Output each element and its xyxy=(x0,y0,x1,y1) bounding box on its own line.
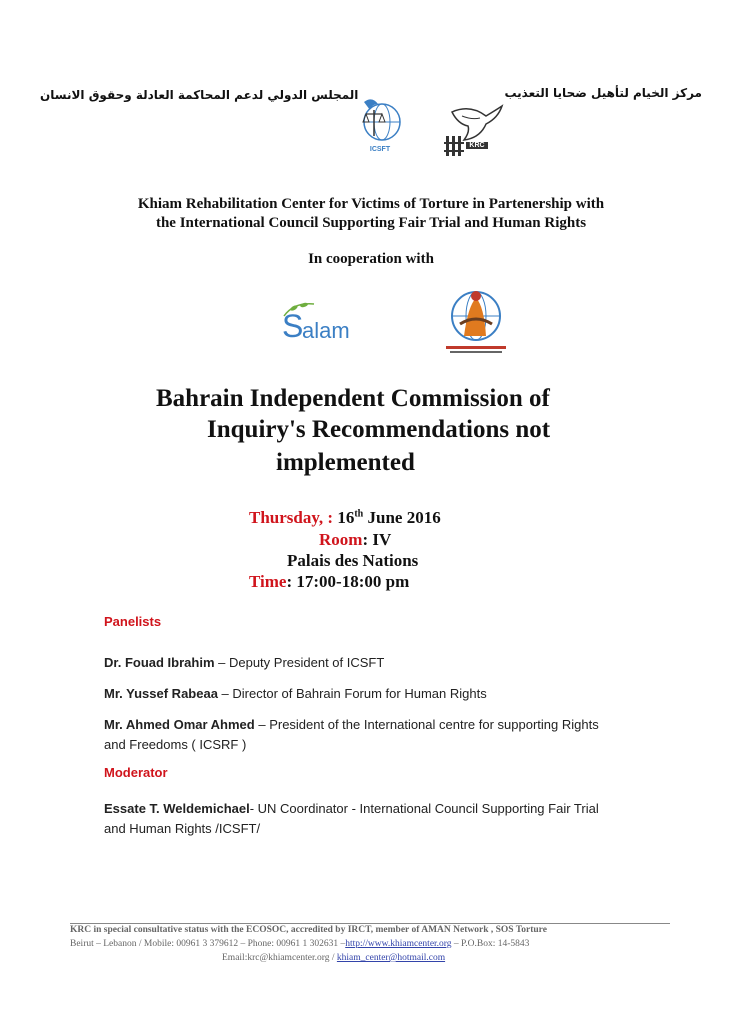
moderator-heading: Moderator xyxy=(104,765,168,780)
time-label: Time xyxy=(249,572,287,591)
salam-logo-text: alam xyxy=(302,318,350,343)
arabic-org-name-krc: مركز الخيام لتأهيل ضحايا التعذيب xyxy=(504,86,702,100)
panelist-name: Mr. Yussef Rabeaa xyxy=(104,686,218,701)
date-day: 16 xyxy=(337,508,355,527)
organizers-line-1: Khiam Rehabilitation Center for Victims of Torture in Partenership with xyxy=(137,196,605,212)
event-title-line-1: Bahrain Independent Commission of xyxy=(156,385,550,412)
date-rest: June 2016 xyxy=(367,508,441,527)
event-date xyxy=(249,508,441,528)
krc-logo xyxy=(442,98,508,160)
footer-pobox: – P.O.Box: 14-5843 xyxy=(451,939,530,949)
panelist-name: Mr. Ahmed Omar Ahmed xyxy=(104,717,255,732)
event-title-line-2: Inquiry's Recommendations not xyxy=(207,416,551,443)
room-value: : IV xyxy=(362,530,392,549)
moderator-role: - UN Coordinator - International Council Supporting Fair Trial xyxy=(249,801,599,816)
website-link[interactable]: http://www.khiamcenter.org xyxy=(345,939,452,949)
dove-icon xyxy=(442,98,508,160)
panelist-name: Dr. Fouad Ibrahim xyxy=(104,655,215,670)
globe-figure-icon xyxy=(436,284,516,356)
footer-line-1: KRC in special consultative status with the ECOSOC, accredited by IRCT, member of AMAN Network , SOS Torture xyxy=(70,925,547,935)
event-room xyxy=(319,530,391,550)
panelist-role: – Director of Bahrain Forum for Human Rights xyxy=(217,686,487,701)
moderator-role-continued: and Human Rights /ICSFT/ xyxy=(104,821,261,836)
organizers-line-2: the International Council Supporting Fair Trial and Human Rights xyxy=(155,215,587,231)
time-value: : 17:00-18:00 pm xyxy=(286,572,410,591)
salam-logo xyxy=(278,300,364,350)
footer-email: Email:krc@khiamcenter.org / xyxy=(222,953,337,963)
date-suffix: th xyxy=(354,508,364,520)
event-time xyxy=(249,572,409,592)
date-label: Thursday, : xyxy=(249,508,334,527)
event-title-line-3: implemented xyxy=(276,449,415,476)
panelist-item xyxy=(104,717,599,732)
icsft-logo-label: ICSFT xyxy=(369,146,391,153)
moderator-item xyxy=(104,801,599,816)
salam-logo-s: S xyxy=(282,308,304,344)
panelist-role-continued: and Freedoms ( ICSRF ) xyxy=(104,737,247,752)
hotmail-link[interactable]: khiam_center@hotmail.com xyxy=(336,953,446,963)
event-venue: Palais des Nations xyxy=(287,551,419,570)
bahrain-forum-logo xyxy=(436,284,516,356)
arabic-org-name-icsft: المجلس الدولي لدعم المحاكمة العادلة وحقوق الانسان xyxy=(40,88,359,102)
footer-line-3 xyxy=(222,953,445,963)
footer-line-2 xyxy=(70,939,529,949)
panelist-role: – Deputy President of ICSFT xyxy=(214,655,385,670)
cooperation-heading: In cooperation with xyxy=(308,251,434,267)
krc-logo-label: KRC xyxy=(466,142,488,149)
footer-contact: Beirut – Lebanon / Mobile: 00961 3 379612 – Phone: 00961 1 302631 – xyxy=(70,939,346,949)
room-label: Room xyxy=(319,530,363,549)
panelist-item xyxy=(104,686,487,701)
footer-divider xyxy=(70,923,670,924)
icsft-logo xyxy=(350,92,410,158)
panelist-role: – President of the International centre for supporting Rights xyxy=(254,717,599,732)
moderator-name: Essate T. Weldemichael xyxy=(104,801,250,816)
panelist-item xyxy=(104,655,384,670)
panelists-heading: Panelists xyxy=(104,614,162,629)
